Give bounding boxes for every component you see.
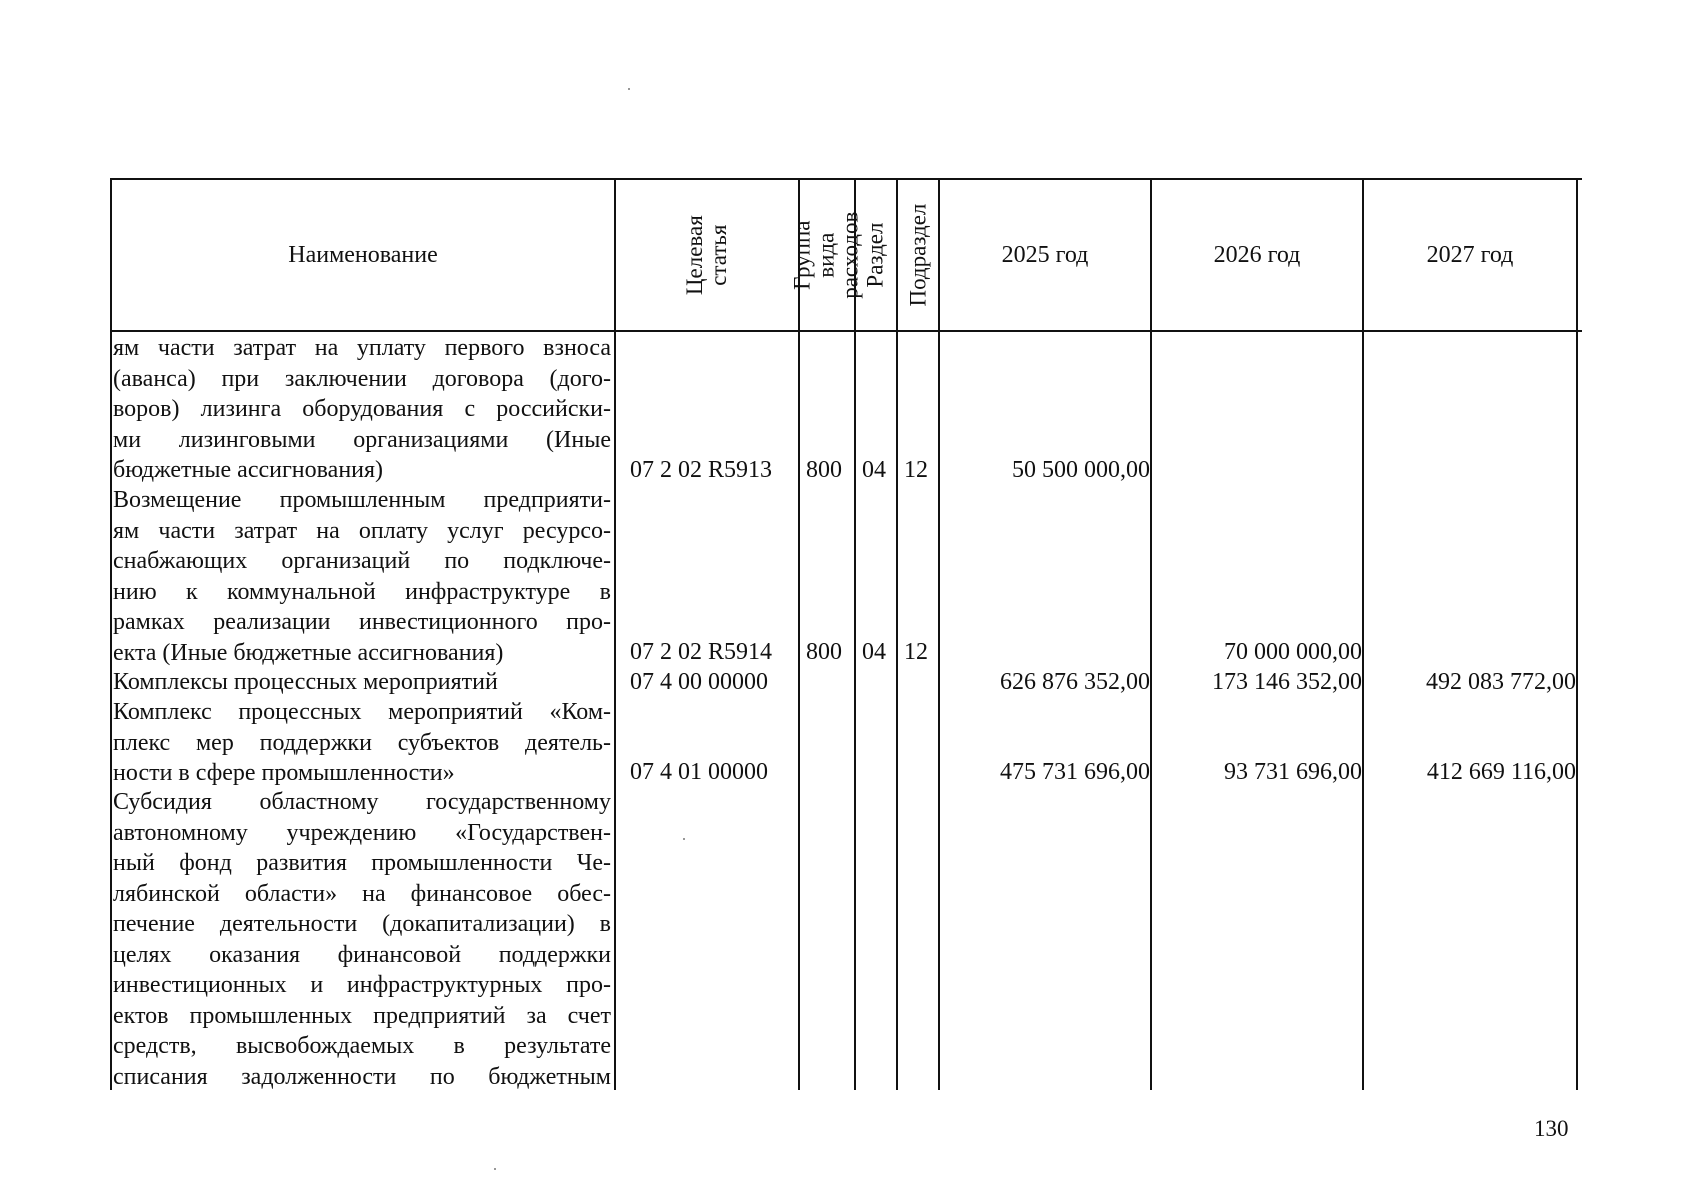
row-2025: 50 500 000,00	[1012, 457, 1150, 483]
scan-speck	[628, 88, 630, 90]
row-code: 07 2 02 R5913	[630, 457, 773, 483]
row-2027: 412 669 116,00	[1426, 759, 1576, 785]
header-expense-group: Группа вида расходов	[789, 211, 864, 299]
header-2025: 2025 год	[1001, 242, 1089, 268]
row-code: 07 4 00 00000	[630, 669, 768, 695]
table-row-name: Комплексы процессных мероприятий	[113, 669, 498, 695]
header-2026: 2026 год	[1213, 242, 1301, 268]
body-left-border	[110, 330, 112, 1090]
row-subsection: 12	[904, 639, 928, 665]
header-section: Раздел	[862, 222, 888, 288]
page-number: 130	[1534, 1116, 1569, 1141]
table-row-name: Возмещение промышленным предприяти- ям части затрат на оплату услуг ресурсо- снабжающих организаций по подключе- нию к коммунальной инфраструктуре в рамках реализации инвестиционного про- екта (Иные бюджетные ассигнования)	[113, 487, 611, 666]
col-border-right	[1576, 178, 1578, 1090]
row-2026: 70 000 000,00	[1224, 639, 1362, 665]
row-2025: 626 876 352,00	[1000, 669, 1150, 695]
header-2027: 2027 год	[1426, 242, 1514, 268]
table-row-name: Комплекс процессных мероприятий «Ком- плекс мер поддержки субъектов деятель- ности в сфере промышленности»	[113, 699, 611, 786]
scan-speck	[683, 838, 685, 840]
table-row-name: Субсидия областному государственному автономному учреждению «Государствен- ный фонд развития промышленности Че- лябинской области» на финансовое обес- печение деятельности (докапитализации) в целях оказания финансовой поддержки инвестиционных и инфраструктурных про- ектов промышленных предприятий за счет средств, высвобождаемых в результате списания задолженности по бюджетным	[113, 789, 611, 1090]
row-2026: 93 731 696,00	[1224, 759, 1362, 785]
row-section: 04	[862, 457, 886, 483]
table-row-name: ям части затрат на уплату первого взноса (аванса) при заключении договора (дого- воров) лизинга оборудования с российски- ми лизинговыми организациями (Иные бюджетные ассигнования)	[113, 335, 611, 483]
row-code: 07 4 01 00000	[630, 759, 768, 785]
row-group: 800	[806, 639, 842, 665]
header-name: Наименование	[288, 242, 438, 268]
row-code: 07 2 02 R5914	[630, 639, 773, 665]
header-subsection: Подраздел	[904, 203, 930, 307]
row-2027: 492 083 772,00	[1426, 669, 1576, 695]
row-2025: 475 731 696,00	[1000, 759, 1150, 785]
row-2026: 173 146 352,00	[1212, 669, 1362, 695]
row-group: 800	[806, 457, 842, 483]
scan-speck	[494, 1168, 496, 1170]
row-section: 04	[862, 639, 886, 665]
header-target-article: Целевая статья	[681, 215, 731, 295]
row-subsection: 12	[904, 457, 928, 483]
